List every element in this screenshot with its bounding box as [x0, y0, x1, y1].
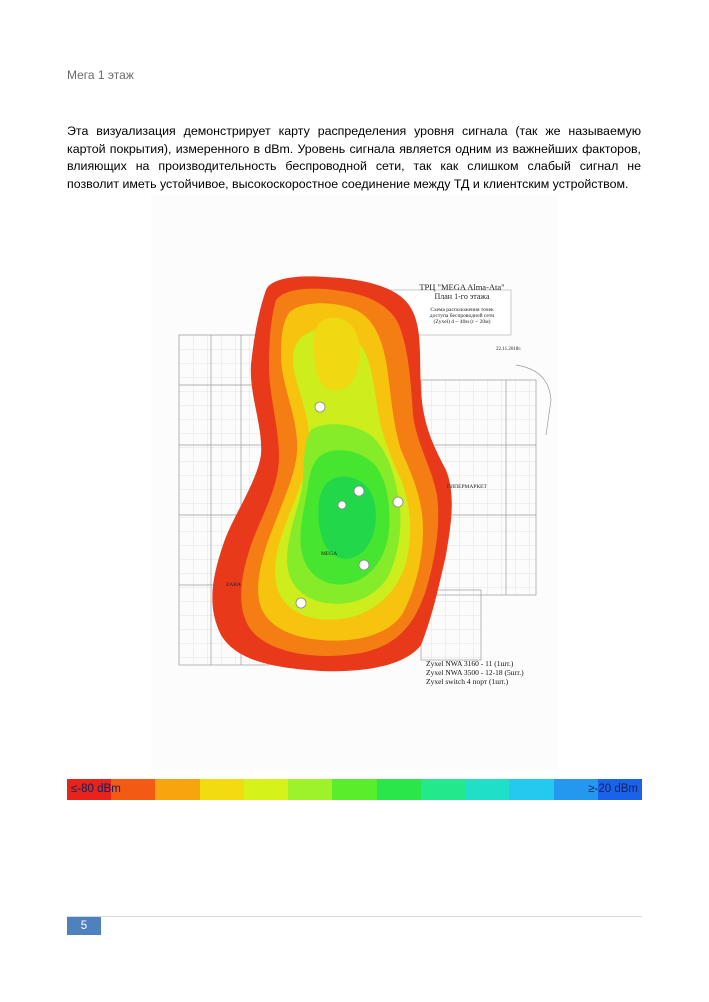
coverage-heatmap	[151, 195, 558, 770]
legend-swatch	[465, 779, 509, 800]
access-point-marker	[354, 486, 364, 496]
page-title: Мега 1 этаж	[67, 68, 134, 82]
store-label: ГИПЕРМАРКЕТ	[447, 484, 487, 490]
floorplan-title-line: План 1-го этажа	[434, 292, 490, 301]
legend-swatch	[421, 779, 465, 800]
zone-deep-green	[318, 477, 376, 559]
legend-swatch	[377, 779, 421, 800]
legend-max-label: ≥-20 dBm	[588, 783, 638, 795]
equipment-list	[426, 659, 524, 686]
floorplan-subtitle-line: (Zyxel) d ~ 40м (r ~ 20м)	[433, 319, 491, 325]
access-point-marker	[393, 497, 403, 507]
legend-swatch	[332, 779, 376, 800]
legend-swatch	[244, 779, 288, 800]
store-label: MEGA	[321, 551, 338, 557]
floorplan-date: 22.11.2018г.	[496, 347, 522, 352]
access-point-marker	[359, 560, 369, 570]
floorplan-title-line: ТРЦ "MEGA Alma-Ata"	[419, 282, 505, 292]
legend-swatch	[200, 779, 244, 800]
floorplan-subtitle-line: доступа беспроводной сети	[429, 313, 495, 319]
access-point-marker	[296, 598, 306, 608]
zone-top-yellow	[314, 318, 360, 391]
equipment-line: Zyxel switch 4 порт (1шт.)	[426, 677, 509, 686]
page-number: 5	[67, 917, 101, 935]
legend-min-label: ≤-80 dBm	[71, 783, 121, 795]
equipment-line: Zyxel NWA 3500 - 12-18 (5шт.)	[426, 668, 524, 677]
floorplan-subtitle-line: Схема расположения точек	[430, 307, 494, 313]
store-label: ZARA	[226, 582, 241, 588]
equipment-line: Zyxel NWA 3160 - 11 (1шт.)	[426, 659, 514, 668]
legend-swatch	[509, 779, 553, 800]
legend-swatch	[155, 779, 199, 800]
legend-swatch	[288, 779, 332, 800]
access-point-marker	[338, 501, 346, 509]
signal-legend	[67, 779, 642, 800]
intro-paragraph: Эта визуализация демонстрирует карту распределения уровня сигнала (так же называемую картой покрытия), измеренного в dBm. Уровень сигнала является одним из важнейших факторов, влияющих на производительность беспроводной сети, так как слишком слабый сигнал не позволит иметь устойчивое, высокоскоростное соединение между ТД и клиентским устройством.	[67, 124, 641, 191]
heatmap-svg	[151, 195, 558, 770]
footer-divider	[67, 916, 642, 917]
access-point-marker	[315, 402, 325, 412]
